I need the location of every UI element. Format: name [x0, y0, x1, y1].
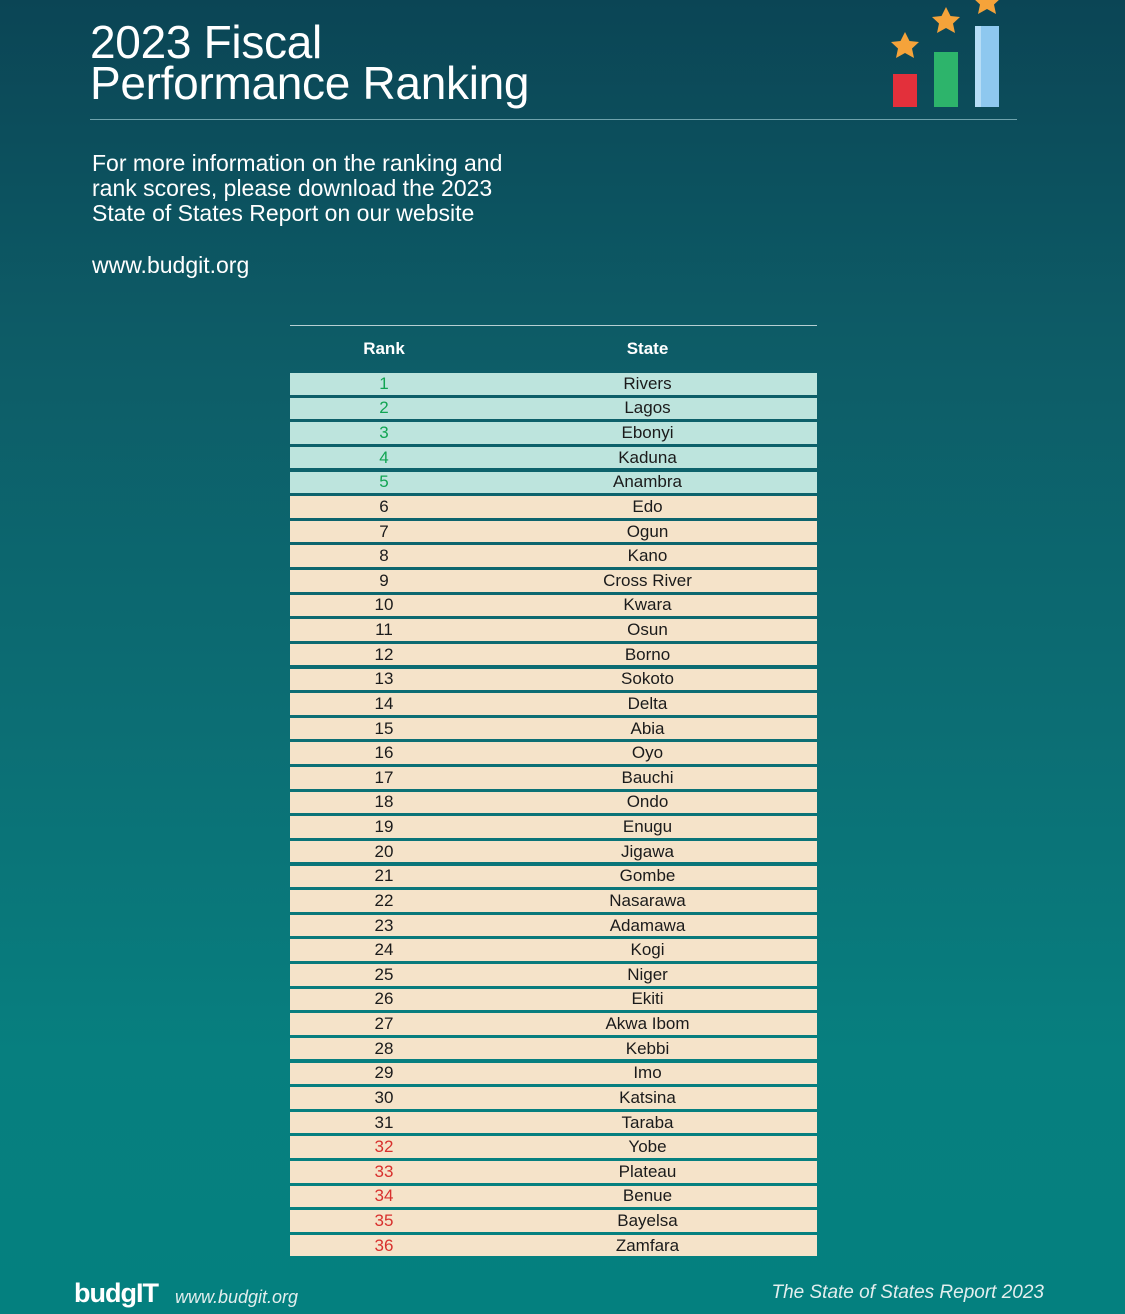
state-cell: Cross River	[603, 570, 692, 590]
rank-cell: 24	[374, 940, 394, 960]
rank-cell: 8	[379, 546, 389, 566]
rank-cell: 22	[374, 890, 394, 910]
state-cell: Ebonyi	[621, 423, 674, 442]
state-cell: Ekiti	[631, 989, 664, 1009]
table-row	[290, 816, 817, 838]
state-cell: Borno	[624, 644, 671, 664]
rank-cell: 2	[379, 398, 389, 418]
state-cell: Zamfara	[615, 1235, 680, 1255]
info-line-2: rank scores, please download the 2023	[92, 175, 493, 201]
state-cell: Sokoto	[621, 669, 674, 689]
state-cell: Nasarawa	[609, 890, 686, 910]
state-cell: Kogi	[630, 940, 665, 960]
rank-cell: 4	[379, 447, 389, 467]
state-cell: Yobe	[628, 1137, 667, 1157]
table-row	[290, 792, 817, 814]
table-row	[290, 939, 817, 961]
rank-cell: 19	[374, 817, 394, 836]
table-row	[290, 693, 817, 715]
table-row	[290, 841, 817, 863]
table-row	[290, 422, 817, 444]
star-icon	[891, 32, 919, 58]
rank-cell: 18	[374, 792, 394, 812]
table-row	[290, 1013, 817, 1035]
state-cell: Benue	[622, 1186, 673, 1206]
table-row	[290, 570, 817, 592]
table-row	[290, 398, 817, 420]
website-link[interactable]: www.budgit.org	[92, 252, 250, 278]
table-row	[290, 472, 817, 494]
table-row	[290, 964, 817, 986]
rank-cell: 15	[374, 718, 394, 738]
table-row	[290, 1087, 817, 1109]
rank-cell: 13	[374, 669, 394, 689]
info-line-1: For more information on the ranking and	[92, 150, 503, 176]
title-line-2: Performance Ranking	[90, 57, 530, 109]
rank-cell: 3	[379, 423, 389, 442]
page-title	[90, 16, 530, 109]
star-icon	[973, 0, 1001, 14]
state-cell: Kwara	[623, 595, 672, 615]
table-body	[290, 373, 817, 1256]
rank-cell: 23	[374, 915, 394, 935]
table-row	[290, 496, 817, 518]
state-cell: Akwa Ibom	[605, 1014, 690, 1033]
table-row	[290, 373, 817, 395]
state-cell: Bauchi	[621, 767, 674, 787]
state-cell: Osun	[627, 620, 668, 639]
state-cell: Gombe	[619, 866, 676, 886]
table-row	[290, 644, 817, 666]
state-cell: Adamawa	[609, 915, 686, 935]
table-row	[290, 1161, 817, 1183]
state-cell: Rivers	[623, 373, 672, 393]
state-cell: Bayelsa	[617, 1211, 678, 1230]
footer-url[interactable]: www.budgit.org	[175, 1287, 299, 1307]
title-line-1: 2023 Fiscal	[90, 16, 322, 68]
rank-cell: 6	[379, 496, 389, 516]
table-row	[290, 989, 817, 1011]
state-cell: Delta	[627, 693, 668, 713]
table-row	[290, 1136, 817, 1158]
rank-cell: 16	[374, 743, 394, 763]
state-cell: Lagos	[624, 398, 671, 418]
rank-cell: 30	[374, 1087, 394, 1107]
state-cell: Edo	[632, 496, 663, 516]
state-cell: Kebbi	[625, 1038, 670, 1058]
rank-cell: 11	[375, 620, 393, 639]
ranking-table	[290, 325, 817, 1260]
green-bar	[934, 52, 958, 107]
state-cell: Anambra	[613, 472, 682, 492]
table-row	[290, 521, 817, 543]
state-cell: Abia	[630, 718, 665, 738]
table-row	[290, 447, 817, 469]
table-row	[290, 890, 817, 912]
table-row	[290, 595, 817, 617]
table-row	[290, 866, 817, 888]
rank-cell: 9	[379, 570, 389, 590]
table-row	[290, 619, 817, 641]
table-row	[290, 1112, 817, 1134]
rank-cell: 31	[374, 1112, 394, 1132]
state-cell: Plateau	[618, 1161, 677, 1181]
state-cell: Ogun	[626, 521, 669, 541]
rank-cell: 25	[374, 964, 394, 984]
state-cell: Kaduna	[618, 447, 677, 467]
table-row	[290, 1063, 817, 1085]
table-row	[290, 742, 817, 764]
rank-cell: 20	[374, 841, 394, 861]
table-row	[290, 718, 817, 740]
table-row	[290, 669, 817, 691]
table-row	[290, 1235, 817, 1257]
table-row	[290, 1038, 817, 1060]
rank-cell: 26	[374, 989, 394, 1009]
bar-chart-stars-icon	[885, 0, 1005, 112]
rank-cell: 1	[379, 373, 389, 393]
rank-cell: 32	[374, 1137, 394, 1157]
state-cell: Kano	[627, 546, 668, 566]
table-row	[290, 545, 817, 567]
rank-cell: 35	[374, 1211, 394, 1230]
info-line-3: State of States Report on our website	[92, 200, 475, 226]
rank-cell: 5	[379, 472, 389, 492]
rank-cell: 27	[374, 1014, 394, 1033]
state-cell: Katsina	[619, 1087, 676, 1107]
rank-cell: 29	[374, 1063, 394, 1083]
title-divider	[90, 119, 1017, 120]
state-cell: Enugu	[622, 817, 673, 836]
rank-cell: 17	[374, 767, 394, 787]
star-icon	[932, 7, 960, 33]
table-row	[290, 1186, 817, 1208]
red-bar	[893, 74, 917, 107]
state-cell: Niger	[627, 964, 668, 984]
rank-cell: 33	[374, 1161, 394, 1181]
footer-report-title: The State of States Report 2023	[771, 1282, 1044, 1303]
table-header	[290, 326, 817, 372]
table-row	[290, 1210, 817, 1232]
rank-cell: 28	[374, 1038, 394, 1058]
table-row	[290, 767, 817, 789]
state-cell: Ondo	[626, 792, 669, 812]
budgit-logo: budgIT	[74, 1278, 158, 1308]
rank-cell: 10	[374, 595, 394, 615]
table-row	[290, 915, 817, 937]
state-cell: Oyo	[631, 743, 664, 763]
rank-cell: 14	[374, 693, 394, 713]
state-column-header: State	[626, 339, 669, 358]
rank-cell: 34	[374, 1186, 394, 1206]
state-cell: Jigawa	[621, 841, 674, 861]
rank-cell: 7	[379, 521, 389, 541]
rank-cell: 21	[374, 866, 394, 886]
info-text	[92, 151, 502, 226]
rank-column-header: Rank	[363, 339, 405, 358]
state-cell: Imo	[633, 1063, 662, 1083]
rank-cell: 12	[374, 644, 394, 664]
rank-cell: 36	[374, 1235, 394, 1255]
state-cell: Taraba	[621, 1112, 674, 1132]
